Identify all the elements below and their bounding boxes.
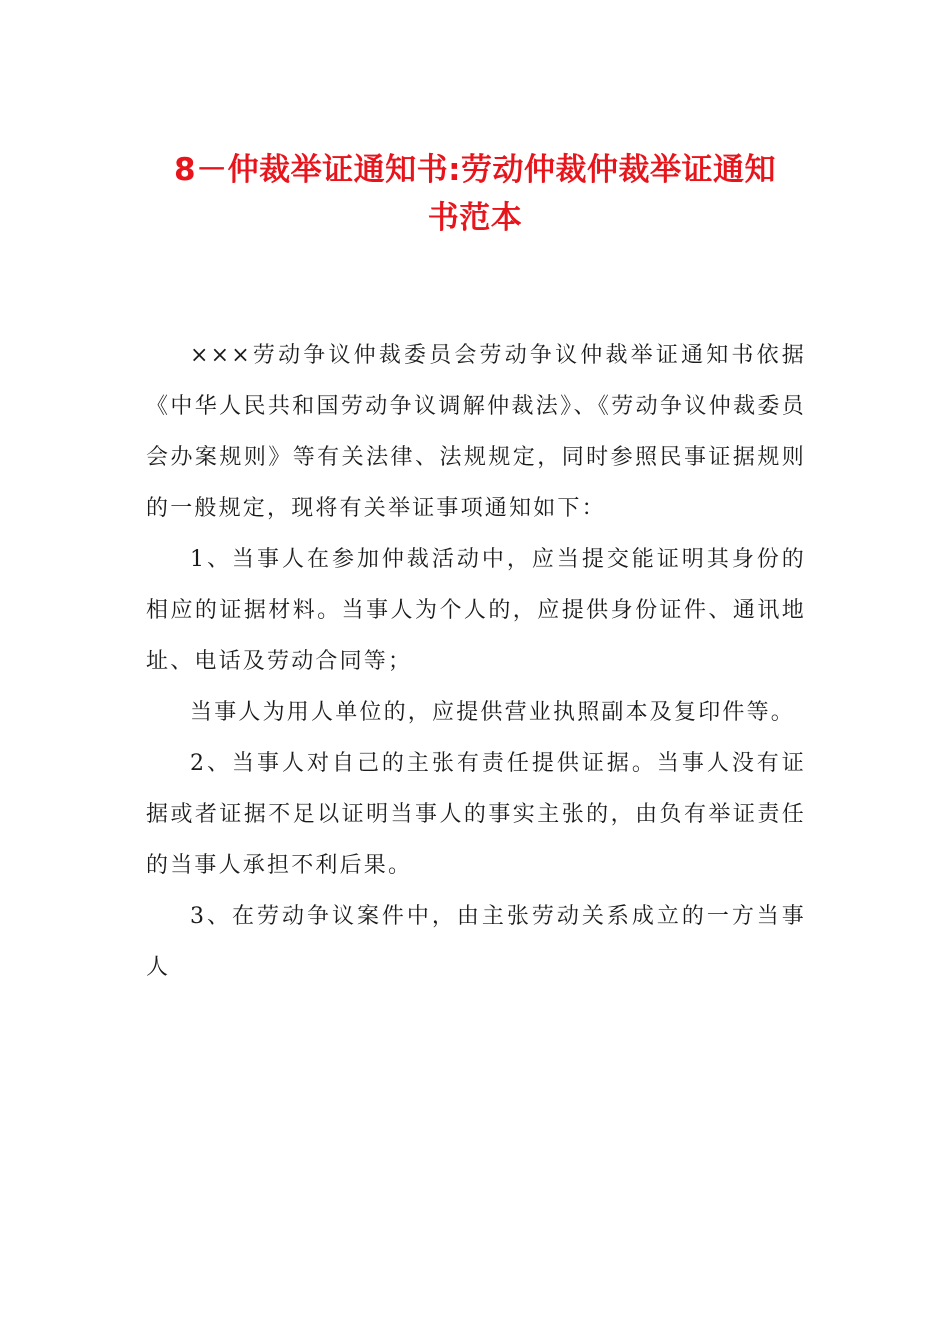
paragraph-item-1-employer: 当事人为用人单位的，应提供营业执照副本及复印件等。 <box>190 700 796 725</box>
paragraph-intro: ×××劳动争议仲裁委员会劳动争议仲裁举证通知书依据《中华人民共和国劳动争议调解仲裁法》、《劳动争议仲裁委员会办案规则》等有关法律、法规规定，同时参照民事证据规则的一般规定，现将有关举证事项通知如下： <box>146 343 806 521</box>
paragraph-item-2: 2、当事人对自己的主张有责任提供证据。当事人没有证据或者证据不足以证明当事人的事实主张的，由负有举证责任的当事人承担不利后果。 <box>146 751 806 878</box>
title-line-2: 书范本 <box>427 200 523 236</box>
title-line-1: 8－仲裁举证通知书:劳动仲裁仲裁举证通知 <box>174 152 776 188</box>
document-title <box>120 146 830 242</box>
document-body <box>146 330 806 993</box>
paragraph-item-1: 1、当事人在参加仲裁活动中，应当提交能证明其身份的相应的证据材料。当事人为个人的，应提供身份证件、通讯地址、电话及劳动合同等； <box>146 547 806 674</box>
paragraph-item-3: 3、在劳动争议案件中，由主张劳动关系成立的一方当事人 <box>146 904 806 980</box>
